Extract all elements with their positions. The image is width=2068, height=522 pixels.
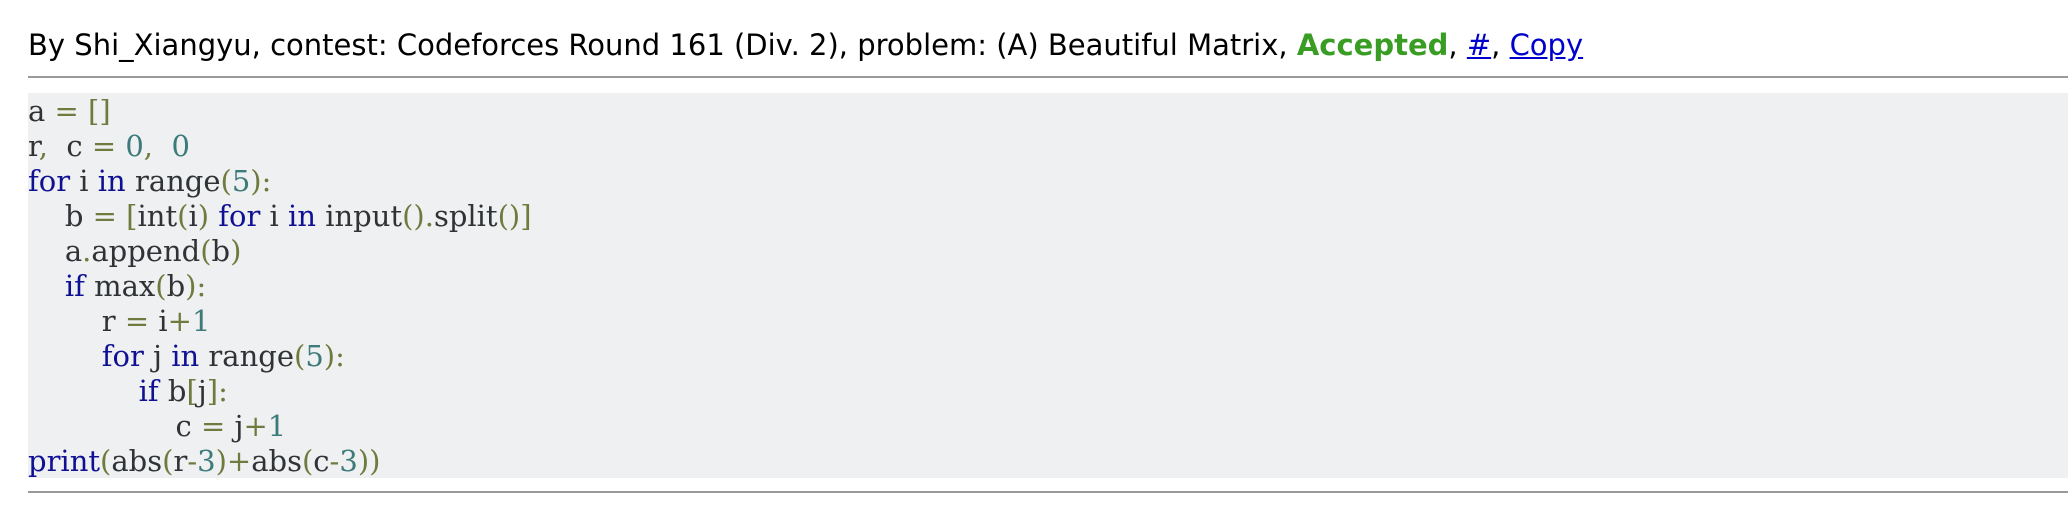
footer-divider <box>28 491 2068 493</box>
separator: , <box>1278 28 1297 62</box>
code-line <box>28 304 210 339</box>
code-token: ( <box>162 444 174 478</box>
code-line <box>28 199 532 234</box>
code-token: = [ <box>92 199 138 233</box>
code-token: . <box>82 234 92 268</box>
permalink-hash-link[interactable]: # <box>1466 28 1492 62</box>
code-token: c <box>313 444 330 478</box>
code-token: 0 <box>125 129 144 163</box>
separator: , <box>1491 28 1510 62</box>
code-token: abs <box>111 444 163 478</box>
code-token: ()] <box>497 199 532 233</box>
code-token: + <box>167 304 192 338</box>
verdict-accepted: Accepted <box>1296 28 1449 62</box>
code-token: ( <box>200 234 212 268</box>
code-token: max <box>84 269 156 303</box>
code-token: [ <box>186 374 198 408</box>
code-token: 3 <box>339 444 358 478</box>
code-token: a <box>28 234 83 268</box>
problem-label: , problem: <box>838 28 997 62</box>
code-token: (). <box>402 199 434 233</box>
code-token: c <box>28 409 201 443</box>
code-token: for <box>218 199 261 233</box>
code-token: ( <box>301 444 314 478</box>
code-token: - <box>329 444 340 478</box>
author-name: Shi_Xiangyu <box>74 28 252 62</box>
code-token: if <box>28 374 159 408</box>
code-token: 3 <box>197 444 216 478</box>
code-line <box>28 269 206 304</box>
code-token: i <box>260 199 289 233</box>
code-token: split <box>433 199 498 233</box>
code-token: b <box>166 269 186 303</box>
code-line <box>28 129 190 164</box>
clipped-text-fragment <box>440 508 452 522</box>
code-token: - <box>187 444 198 478</box>
problem-name: (A) Beautiful Matrix <box>996 28 1279 62</box>
by-label: By <box>28 28 75 62</box>
code-token: ) <box>230 234 242 268</box>
clipped-text-fragment <box>115 508 127 522</box>
code-line <box>28 234 241 269</box>
code-token: r <box>173 444 188 478</box>
code-token: )) <box>357 444 381 478</box>
code-token: in <box>97 164 126 198</box>
code-token: j <box>143 339 172 373</box>
code-token: 5 <box>231 164 251 198</box>
code-token: ( <box>293 339 306 373</box>
code-token: ) <box>197 199 210 233</box>
code-token: ( <box>177 199 189 233</box>
code-token: + <box>243 409 268 443</box>
code-token: = [] <box>54 94 111 128</box>
code-token: for <box>28 339 144 373</box>
code-token: in <box>288 199 316 233</box>
submission-header <box>28 20 1583 70</box>
code-token: for <box>28 164 71 198</box>
code-token: , <box>143 129 163 163</box>
code-line <box>28 164 271 199</box>
code-token <box>209 199 218 233</box>
code-token: )+ <box>215 444 252 478</box>
code-token: 0 <box>162 129 190 163</box>
code-token: i <box>188 199 198 233</box>
code-line <box>28 409 286 444</box>
code-token: r <box>28 129 39 163</box>
code-token: ]: <box>206 374 228 408</box>
code-token: ): <box>323 339 345 373</box>
code-token: c <box>57 129 92 163</box>
code-line <box>28 374 228 409</box>
code-line <box>28 444 380 478</box>
code-token: , <box>38 129 58 163</box>
code-token: r <box>28 304 125 338</box>
code-line <box>28 94 111 129</box>
separator: , <box>1448 28 1467 62</box>
code-token: range <box>199 339 294 373</box>
code-token: j <box>234 409 244 443</box>
code-token: ( <box>100 444 112 478</box>
copy-link[interactable]: Copy <box>1509 28 1584 62</box>
code-token: int <box>137 199 178 233</box>
contest-label: , contest: <box>251 28 397 62</box>
code-token: ): <box>185 269 207 303</box>
code-token: abs <box>251 444 302 478</box>
code-token: b <box>28 199 93 233</box>
code-token: input <box>316 199 403 233</box>
code-token: i <box>70 164 98 198</box>
code-token: ( <box>220 164 232 198</box>
code-token: a <box>28 94 55 128</box>
code-token: b <box>211 234 231 268</box>
code-token: = <box>91 129 126 163</box>
code-token: range <box>125 164 221 198</box>
code-token: 1 <box>191 304 211 338</box>
header-divider <box>28 76 2068 78</box>
code-token: = <box>124 304 159 338</box>
code-token: ): <box>250 164 272 198</box>
code-token: print <box>28 444 101 478</box>
code-token: i <box>158 304 168 338</box>
code-token: 1 <box>267 409 287 443</box>
code-token: in <box>171 339 200 373</box>
code-line <box>28 339 345 374</box>
code-token: 5 <box>305 339 324 373</box>
code-token: j <box>197 374 207 408</box>
code-token: append <box>91 234 201 268</box>
code-token: b <box>158 374 187 408</box>
code-token: ( <box>155 269 167 303</box>
code-token: = <box>200 409 235 443</box>
contest-name: Codeforces Round 161 (Div. 2) <box>396 28 839 62</box>
source-code-block[interactable] <box>28 93 2068 478</box>
code-token: if <box>28 269 85 303</box>
